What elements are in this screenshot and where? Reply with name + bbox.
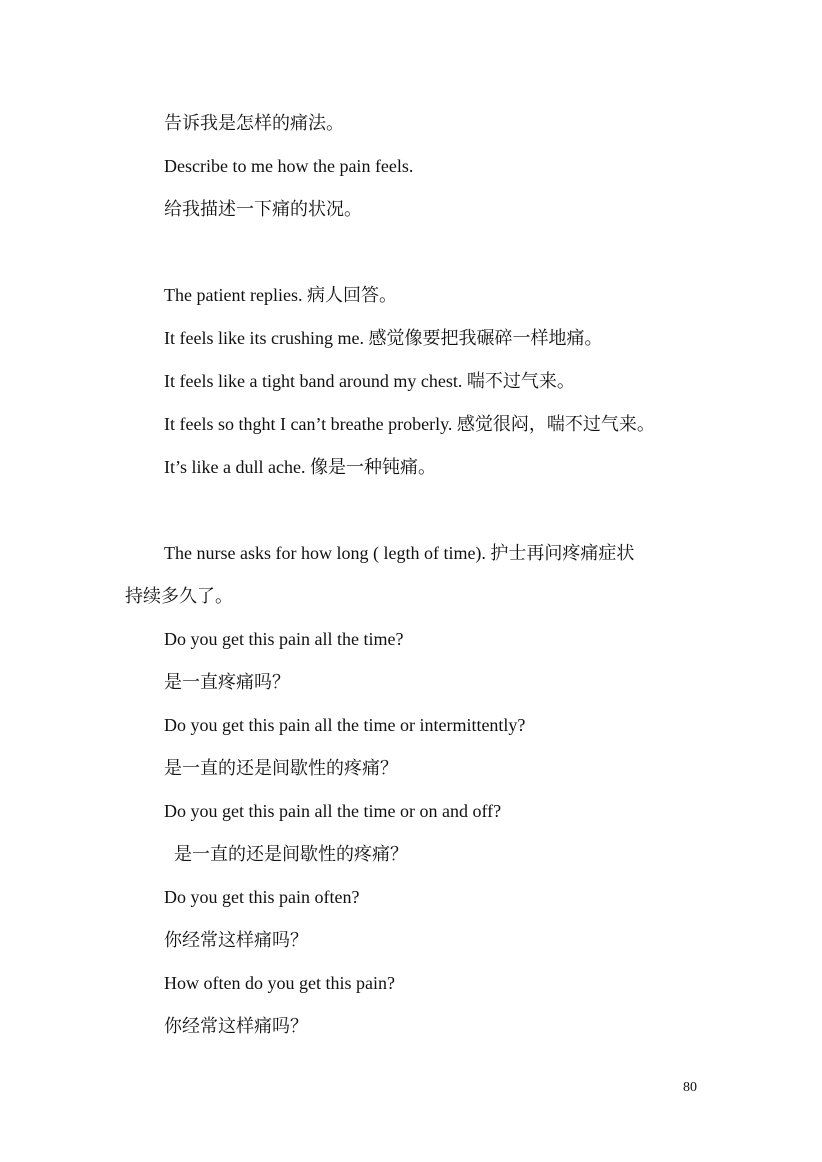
text-line: 你经常这样痛吗？ xyxy=(164,1016,308,1036)
text-line: 是一直的还是间歇性的疼痛？ xyxy=(174,844,408,864)
text-line: 告诉我是怎样的痛法。 xyxy=(164,113,344,133)
text-line: It feels like a tight band around my chest. 喘不过气来。 xyxy=(164,371,575,391)
text-line: It feels like its crushing me. 感觉像要把我碾碎一样地痛。 xyxy=(164,328,603,348)
text-line: How often do you get this pain? xyxy=(164,973,395,993)
text-line: Do you get this pain all the time or intermittently? xyxy=(164,715,526,735)
text-line: 给我描述一下痛的状况。 xyxy=(164,199,362,219)
page-number: 80 xyxy=(683,1080,697,1095)
text-line: Do you get this pain all the time or on and off? xyxy=(164,801,502,821)
text-line: 你经常这样痛吗？ xyxy=(164,930,308,950)
text-line: Describe to me how the pain feels. xyxy=(164,156,414,176)
text-line: 是一直的还是间歇性的疼痛？ xyxy=(164,758,398,778)
text-line: Do you get this pain all the time? xyxy=(164,629,404,649)
text-line: Do you get this pain often? xyxy=(164,887,360,907)
text-line: It’s like a dull ache. 像是一种钝痛。 xyxy=(164,457,436,477)
text-line: It feels so thght I can’t breathe proberly. 感觉很闷，喘不过气来。 xyxy=(164,414,655,434)
text-line: 持续多久了。 xyxy=(125,586,233,606)
text-line: The patient replies. 病人回答。 xyxy=(164,285,397,305)
text-line: The nurse asks for how long ( legth of time). 护士再问疼痛症状 xyxy=(164,543,635,563)
text-line: 是一直疼痛吗？ xyxy=(164,672,290,692)
